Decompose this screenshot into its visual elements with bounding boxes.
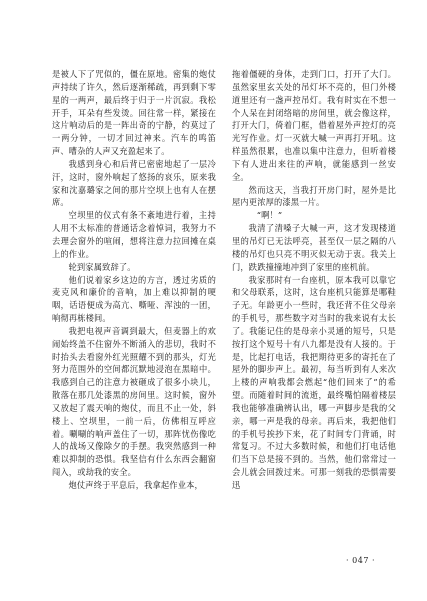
paragraph: 炮仗声终于平息后，我拿起作业本， [68, 480, 203, 490]
right-text-column [232, 68, 396, 492]
paragraph: 我把电视声音调到最大，但麦器上的欢闹始终盖不住窗外不断涌入的悲切，我时不时抬头去看窗外红光照耀不到的那头，灯光努力范围外的空间都沉默地浸泡在黑暗中。我感到自己的注意力被砸成了很多小块儿，散落在那几处漆黑的房间里。这时候，窗外又放起了震天响的炮仗，而且不止一处，斜楼上、空坝里，一前一后，仿佛相互呼应着。唰唰的响声盖住了一切，那阵忧伤像吃人的战场又像除夕的手摆。我突然感到一种难以抑制的恐惧。我坚信有什么东西会翻窗闯入，或劫我的安全。 [52, 325, 216, 478]
paragraph: 轮到家属致辞了。 [68, 261, 136, 272]
paragraph: 我清了清嗓子大喊一声，这才发现楼道里的吊灯已无法呼亮，甚至仅一层之隔的八楼的吊灯也只亮不明灭似无动于衷。我关上门，跌跌撞撞地冲到了家里的座机前。 [232, 223, 396, 272]
paragraph: 我感到身心和后背已密密地起了一层冷汗，这时，窗外响起了悠扬的哀乐，原来我家和沈嘉璐家之间的那片空坝上也有人在摆席。 [52, 158, 216, 208]
exclamation-line: “啊！” [256, 210, 283, 221]
paragraph: 空坝里的仪式有条不紊地进行着，主持人用不太标准的普通话念着悼词，我努力不去理会窗外的喧闹，想将注意力拉回摊在桌上的作业。 [52, 210, 216, 259]
page-number: · 047 · [346, 556, 375, 565]
paragraph: 拖着僵硬的身体，走到门口，打开了大门。虽然家里玄关处的吊灯坏不亮的，但门外楼道里还有一盏声控吊灯。我有时实在不想一个人呆在封闭络暗的房间里，就会像这样，打开大门，倚着门框，借着屋外声控灯的亮光写作业。灯一灭就大喊一声再打开吼。这样虽然很累，也准以集中注意力，但听着楼下有人进出来往的声响，就能感到一丝安全。 [232, 69, 396, 182]
left-text-column [52, 68, 216, 492]
paragraph: 他们说着家乡这边的方言，透过劣质的麦克风和廉价的音响，加上难以抑制的哽咽，话语便成为高亢、嘶哑、浑浊的一团，响彻再栋楼间。 [52, 274, 216, 324]
paragraph: 然而这天，当我打开房门时，屋外是比屋内更浓厚的漆黑一片。 [232, 184, 396, 208]
paragraph: 是被人下了咒似的，僵在原地。密集的炮仗声持续了许久，然后逐渐稀疏，再到剩下零星的一两声，最后终于归于一片沉寂。我松开手，耳朵有些发烫。回往常一样，紧接在这片响动后的是一阵出奇的宁静，约莫过了一两分钟，一切才回过神来。汽车的鸣笛声、嘈杂的人声又充盈起来了。 [52, 69, 216, 157]
paragraph: 我家那时有一台座机，原本我可以靠它和父母联系，这时，这台座机只能算是哪鞋子无。年龄更小一些时，我还背不住父母亲的手机号，那些数字对当时的我来说有太长了。我能记住的是母亲小灵通的短号，只是按打这个短号十有八九都是没有人接的。于是，比起打电话，我把期待更多的寄托在了屋外的脚步声上。最初，每当听到有人来次上楼的声响我都会燃起“他们回来了”的希望。而随着时间的流逝，最终嘴怕隔着楼层我也能够准确辨认出，哪一声脚步是我的父亲，哪一声是我的母亲。再后来，我把他们的手机号挨抄下来，花了时间专门背诵，时常复习。不过大多数时候，和他们打电话他们当下总是接不到的。当然，他们常常过一会儿就会回拨过来。可那一刻我的恐惧需要迅 [232, 274, 396, 490]
